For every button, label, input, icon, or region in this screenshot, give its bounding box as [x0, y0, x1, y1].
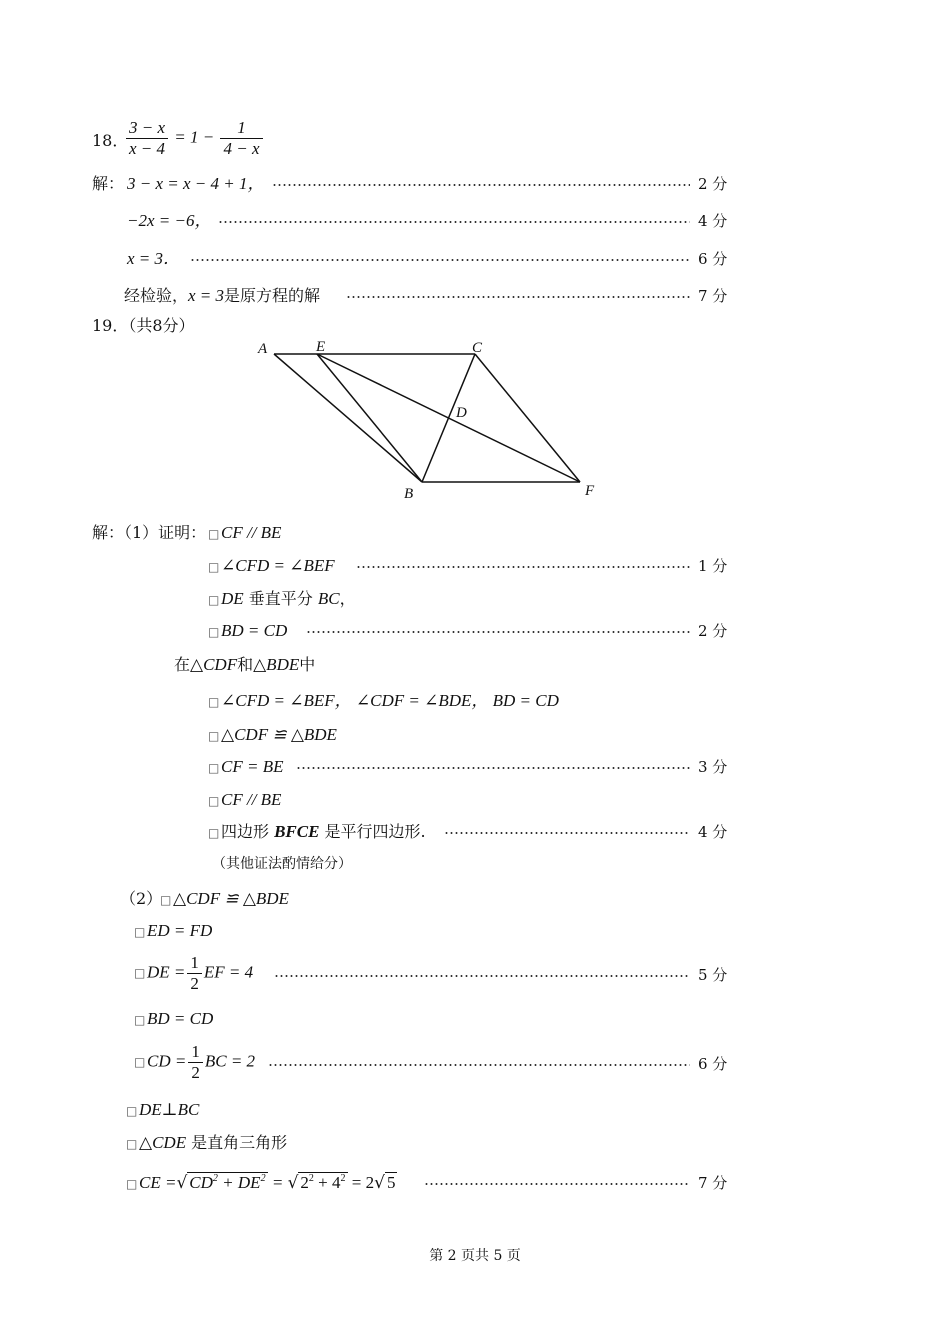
leader-dots	[218, 221, 690, 223]
score-label: 2 分	[698, 175, 728, 193]
leader-dots	[444, 832, 690, 834]
score-label: 7 分	[698, 287, 728, 305]
q19-part1-label: 解：（1）证明：	[92, 523, 207, 542]
part2-line-7: □△CDE 是直角三角形	[126, 1133, 288, 1152]
q18-solution-label: 解：	[92, 174, 125, 193]
sqrt-expression-2: $2^2 + 4^2$	[300, 1173, 346, 1192]
point-label-b: B	[404, 486, 414, 502]
leader-dots	[306, 631, 690, 633]
sqrt-expression-3: 5	[386, 1173, 396, 1192]
proof-line-5: 在△CDF和△BDE中	[174, 655, 316, 674]
page-footer: 第 2 页共 5 页	[429, 1248, 521, 1264]
score-label: 1 分	[698, 557, 728, 575]
proof-line-4: □BD = CD	[208, 621, 288, 640]
q19-part2-label: （2）	[120, 889, 163, 908]
part2-line-5: □CD = $\frac{1}{2}$ BC = 2	[134, 1042, 256, 1082]
geometry-figure	[250, 337, 630, 502]
score-label: 7 分	[698, 1174, 728, 1192]
proof-line-9: □CF // BE	[208, 790, 282, 809]
q18-frac-right: $\frac{1}{4 - x}$	[220, 118, 262, 159]
score-label: 2 分	[698, 622, 728, 640]
part2-line-2: □ED = FD	[134, 921, 213, 940]
proof-note: （其他证法酌情给分）	[212, 856, 352, 872]
sqrt-expression-1: $CD^2 + DE^2$	[189, 1173, 266, 1192]
proof-line-3: □DE 垂直平分 BC，	[208, 589, 356, 608]
proof-line-6: □∠CFD = ∠BEF， ∠CDF = ∠BDE， BD = CD	[208, 691, 559, 710]
leader-dots	[424, 1183, 690, 1185]
point-label-e: E	[316, 339, 326, 355]
score-label: 6 分	[698, 1055, 728, 1073]
score-label: 5 分	[698, 966, 728, 984]
proof-line-1: □CF // BE	[208, 523, 282, 542]
q18-step-2: −2x = −6，	[127, 211, 212, 230]
part2-line-8: □CE =√ $CD^2 + DE^2$ = √ $2^2 + 4^2 = 2√$ 5	[126, 1173, 396, 1193]
leader-dots	[356, 566, 690, 568]
q18-equation: $\frac{3 - x}{x - 4}$ = 1 − $\frac{1}{4 - x}$	[124, 118, 265, 159]
leader-dots	[190, 259, 690, 261]
leader-dots	[296, 767, 690, 769]
proof-line-7: □△CDF ≌ △BDE	[208, 725, 337, 744]
proof-line-2: □∠CFD = ∠BEF	[208, 556, 335, 575]
score-label: 3 分	[698, 758, 728, 776]
score-label: 4 分	[698, 823, 728, 841]
fraction-half: $\frac{1}{2}$	[187, 953, 202, 994]
q18-number: 18．	[92, 131, 129, 150]
point-label-c: C	[472, 340, 483, 356]
q19-number: 19．（共8分）	[92, 316, 195, 335]
proof-line-8: □CF = BE	[208, 757, 284, 776]
q18-frac-left: $\frac{3 - x}{x - 4}$	[126, 118, 168, 159]
leader-dots	[272, 184, 690, 186]
leader-dots	[346, 296, 690, 298]
q18-step-4: 经检验，x = 3是原方程的解	[124, 286, 321, 305]
score-label: 4 分	[698, 212, 728, 230]
leader-dots	[274, 975, 690, 977]
proof-line-10: □ 四边形 BFCE 是平行四边形.	[208, 822, 426, 841]
q18-step-3: x = 3．	[127, 249, 181, 268]
point-label-d: D	[456, 405, 467, 421]
part2-line-3: □DE = $\frac{1}{2}$ EF = 4	[134, 953, 254, 993]
part2-line-4: □BD = CD	[134, 1009, 214, 1028]
leader-dots	[268, 1064, 690, 1066]
q18-step-1: 3 − x = x − 4 + 1，	[127, 174, 265, 193]
score-label: 6 分	[698, 250, 728, 268]
fraction-half: $\frac{1}{2}$	[188, 1042, 203, 1083]
point-label-f: F	[585, 483, 595, 499]
part2-line-6: □DE⊥BC	[126, 1100, 200, 1119]
part2-line-1: □△CDF ≌ △BDE	[160, 889, 289, 908]
point-label-a: A	[258, 341, 268, 357]
